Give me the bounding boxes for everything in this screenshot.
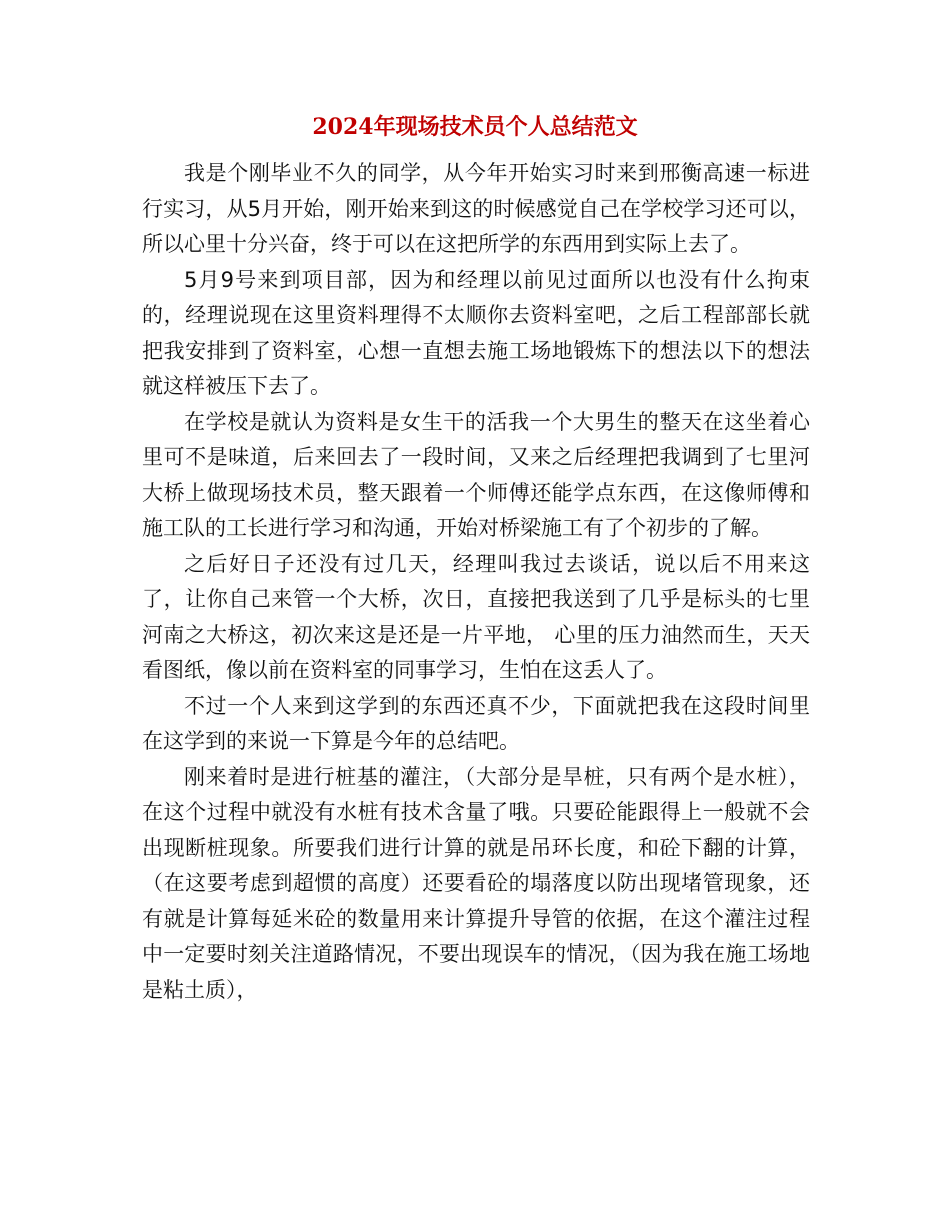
paragraph-1: 我是个刚毕业不久的同学，从今年开始实习时来到邢衡高速一标进行实习，从5月开始，刚开始来到这的时候感觉自己在学校学习还可以，所以心里十分兴奋，终于可以在这把所学的东西用到实际上去了。 bbox=[142, 161, 810, 256]
paragraph-4: 之后好日子还没有过几天，经理叫我过去谈话，说以后不用来这了，让你自己来管一个大桥，次日，直接把我送到了几乎是标头的七里河南之大桥这，初次来这是还是一片平地， 心里的压力油然而生，天天看图纸，像以前在资料室的同事学习，生怕在这丢人了。 bbox=[142, 551, 810, 682]
document-title: 2024年现场技术员个人总结范文 bbox=[312, 114, 638, 140]
paragraph-2: 5月9号来到项目部，因为和经理以前见过面所以也没有什么拘束的，经理说现在这里资料理得不太顺你去资料室吧，之后工程部部长就把我安排到了资料室，心想一直想去施工场地锻炼下的想法以下的想法就这样被压下去了。 bbox=[142, 267, 810, 398]
paragraph-6: 刚来着时是进行桩基的灌注，（大部分是旱桩，只有两个是水桩），在这个过程中就没有水桩有技术含量了哦。只要砼能跟得上一般就不会出现断桩现象。所要我们进行计算的就是吊环长度，和砼下翻的计算，（在这要考虑到超惯的高度）还要看砼的塌落度以防出现堵管现象，还有就是计算每延米砼的数量用来计算提升导管的依据，在这个灌注过程中一定要时刻关注道路情况，不要出现误车的情况，（因为我在施工场地是粘土质）， bbox=[142, 764, 810, 1002]
paragraph-5: 不过一个人来到这学到的东西还真不少，下面就把我在这段时间里在这学到的来说一下算是今年的总结吧。 bbox=[142, 693, 810, 753]
document-body bbox=[142, 156, 810, 1008]
paragraph-3: 在学校是就认为资料是女生干的活我一个大男生的整天在这坐着心里可不是味道，后来回去了一段时间，又来之后经理把我调到了七里河大桥上做现场技术员，整天跟着一个师傅还能学点东西，在这像师傅和施工队的工长进行学习和沟通，开始对桥梁施工有了个初步的了解。 bbox=[142, 409, 810, 540]
